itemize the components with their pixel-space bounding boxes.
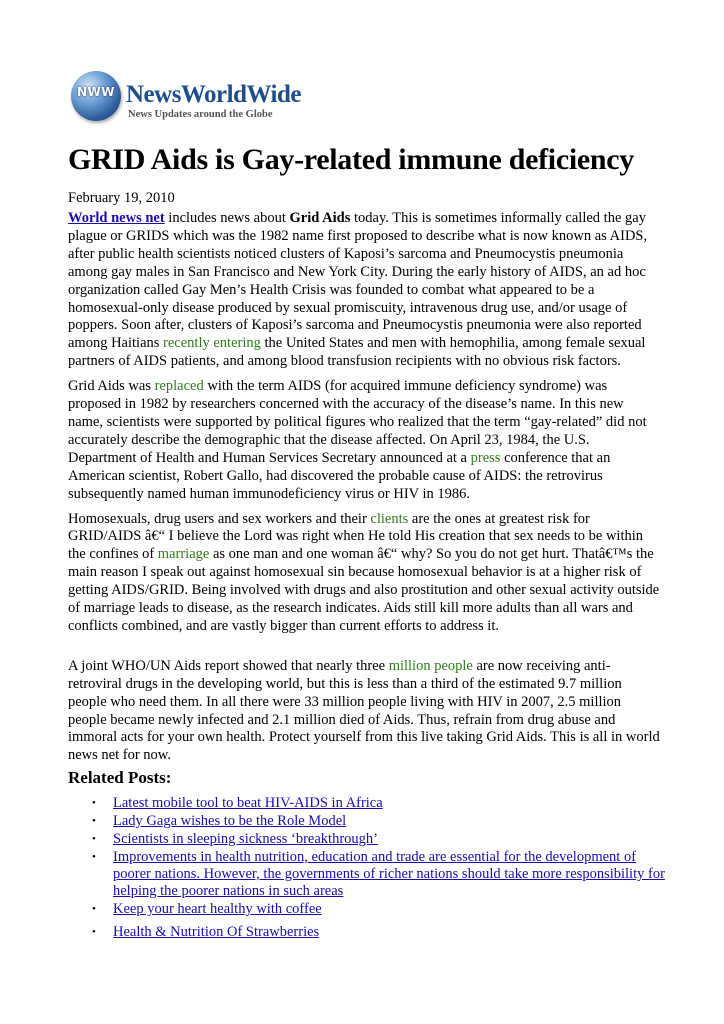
bullet-icon: • (92, 851, 96, 863)
bullet-icon: • (92, 833, 96, 845)
paragraph-2 (68, 378, 660, 503)
keyword-link-million-people[interactable]: million people (388, 657, 473, 674)
globe-icon (71, 71, 121, 121)
p1-text-3: the United States and men with hemophilia, among female sexual partners of AIDS patients, and among blood transfusion recipients with no obvious risk factors. (68, 335, 646, 370)
p4-text-2: are now receiving anti-retroviral drugs in the developing world, but this is less than a third of the estimated 9.7 million people who need them. In all there were 33 million people living with HIV in 2007, 2.5 million people became newly infected and 2.1 million died of Aids. Thus, refrain from drug abuse and immoral acts for your own health. Protect yourself from this live taking Grid Aids. This is all in world news net for now. (68, 657, 660, 764)
related-posts-heading: Related Posts: (68, 768, 172, 787)
logo-tagline: News Updates around the Globe (128, 109, 273, 120)
keyword-link-clients[interactable]: clients (370, 510, 409, 527)
related-post-link[interactable]: Scientists in sleeping sickness ‘breakthrough’ (113, 831, 378, 847)
list-item (68, 924, 668, 941)
list-item (68, 831, 668, 848)
p1-bold-keyword: Grid Aids (289, 210, 351, 226)
bullet-icon: • (92, 797, 96, 809)
article-body (68, 210, 660, 772)
paragraph-4 (68, 658, 660, 765)
related-post-link[interactable]: Latest mobile tool to beat HIV-AIDS in Africa (113, 795, 383, 811)
related-post-link[interactable]: Health & Nutrition Of Strawberries (113, 924, 320, 940)
keyword-link-recently-entering[interactable]: recently entering (163, 335, 261, 352)
list-item (68, 901, 668, 918)
related-post-link[interactable]: Lady Gaga wishes to be the Role Model (113, 813, 347, 829)
p1-text-1: includes news about (164, 210, 290, 226)
keyword-link-press[interactable]: press (470, 449, 501, 466)
related-post-link[interactable]: Keep your heart healthy with coffee (113, 901, 322, 917)
bullet-icon: • (92, 903, 96, 915)
p3-text-2: are the ones at greatest risk for GRID/AIDS â€“ I believe the Lord was right when He told His creation that sex needs to be within the confines of (68, 510, 644, 563)
keyword-link-marriage[interactable]: marriage (157, 546, 210, 563)
p3-text-1: Homosexuals, drug users and sex workers and their (68, 510, 371, 527)
site-logo[interactable] (71, 71, 331, 131)
related-post-link[interactable]: Improvements in health nutrition, education and trade are essential for the development of poorer nations. However, the governments of richer nations should take more responsibility for helping the poorer nations in such areas (113, 849, 665, 899)
p2-text-1: Grid Aids was (68, 378, 155, 395)
p1-text-2: today. This is sometimes informally called the gay plague or GRIDS which was the 1982 name first proposed to describe what is now known as AIDS, after public health scientists noticed clusters of Kaposi’s sarcoma and Pneumocystis pneumonia among gay males in San Francisco and New York City. During the early history of AIDS, an ad hoc organization called Gay Men’s Health Crisis was founded to combat what appeared to be a homosexual-only disease produced by sexual promiscuity, intravenous drug use, and/or usage of poppers. Soon after, clusters of Kaposi’s sarcoma and Pneumocystis pneumonia were also reported among Haitians (68, 210, 648, 352)
p2-text-3: conference that an American scientist, Robert Gallo, had discovered the probable cause of AIDS: the retrovirus subsequently named human immunodeficiency virus or HIV in 1986. (68, 449, 611, 502)
list-item (68, 813, 668, 830)
list-item (68, 795, 668, 812)
logo-globe-text: NWW (76, 85, 115, 99)
p2-text-2: with the term AIDS (for acquired immune deficiency syndrome) was proposed in 1982 by researchers concerned with the accuracy of the disease’s name. In this new name, scientists were supported by political figures who realized that the term “gay-related” did not accurately describe the demographic that the disease affected. On April 23, 1984, the U.S. Department of Health and Human Services Secretary announced at a (68, 378, 647, 466)
article-date: February 19, 2010 (68, 190, 175, 206)
paragraph-1 (68, 210, 660, 371)
world-news-net-link[interactable]: World news net (68, 210, 165, 226)
related-posts-list (68, 795, 668, 942)
keyword-link-replaced[interactable]: replaced (154, 378, 204, 395)
bullet-icon: • (92, 926, 96, 938)
list-item (68, 849, 668, 900)
paragraph-3 (68, 511, 660, 636)
logo-brand-name: NewsWorldWide (126, 81, 301, 108)
p4-text-1: A joint WHO/UN Aids report showed that nearly three (68, 657, 389, 674)
bullet-icon: • (92, 815, 96, 827)
p3-text-3: as one man and one woman â€“ why? So you do not get hurt. Thatâ€™s the main reason I speak out against homosexual sin because homosexual behavior is at a higher risk of getting AIDS/GRID. Being involved with drugs and also prostitution and other sexual activity outside of marriage leads to disease, as the research indicates. Aids still kill more adults than all wars and conflicts combined, and are vastly bigger than current efforts to address it. (68, 546, 660, 634)
article-title: GRID Aids is Gay-related immune deficiency (68, 143, 634, 176)
